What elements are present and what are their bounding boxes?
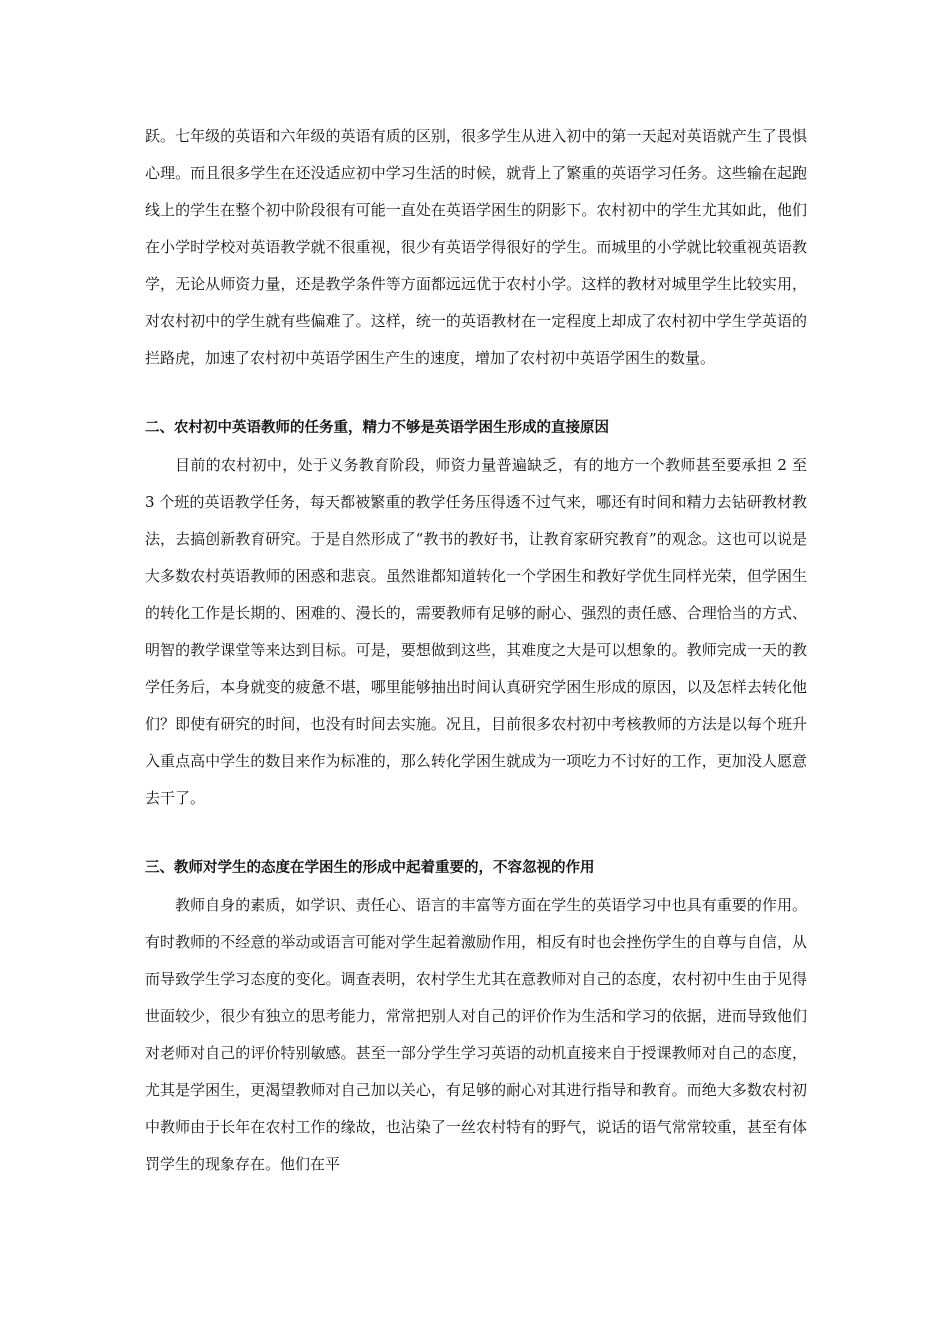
section-heading-3: 三、教师对学生的态度在学困生的形成中起着重要的，不容忽视的作用 [145, 860, 595, 876]
paragraph-2: 目前的农村初中，处于义务教育阶段，师资力量普遍缺乏，有的地方一个教师甚至要承担 2 至 3 个班的英语教学任务，每天都被繁重的教学任务压得透不过气来，哪还有时间和精力去钻研教材教法，去搞创新教育研究。于是自然形成了“教书的教好书，让教育家研究教育”的观念。这也可以说是大多数农村英语教师的困惑和悲哀。虽然谁都知道转化一个学困生和教好学优生同样光荣，但学困生的转化工作是长期的、困难的、漫长的，需要教师有足够的耐心、强烈的责任感、合理恰当的方式、明智的教学课堂等来达到目标。可是，要想做到这些，其难度之大是可以想象的。教师完成一天的教学任务后，本身就变的疲惫不堪，哪里能够抽出时间认真研究学困生形成的原因，以及怎样去转化他们？即使有研究的时间，也没有时间去实施。况且，目前很多农村初中考核教师的方法是以每个班升入重点高中学生的数目来作为标准的，那么转化学困生就成为一项吃力不讨好的工作，更加没人愿意去干了。 [145, 456, 807, 807]
document-page [145, 118, 807, 1183]
paragraph-spacer [145, 817, 807, 850]
paragraph-3: 教师自身的素质，如学识、责任心、语言的丰富等方面在学生的英语学习中也具有重要的作用。有时教师的不经意的举动或语言可能对学生起着激励作用，相反有时也会挫伤学生的自尊与自信，从而导致学生学习态度的变化。调查表明，农村学生尤其在意教师对自己的态度，农村初中生由于见得世面较少，很少有独立的思考能力，常常把别人对自己的评价作为生活和学习的依据，进而导致他们对老师对自己的评价特别敏感。甚至一部分学生学习英语的动机直接来自于授课教师对自己的态度，尤其是学困生，更渴望教师对自己加以关心，有足够的耐心对其进行指导和教育。而绝大多数农村初中教师由于长年在农村工作的缘故，也沾染了一丝农村特有的野气，说话的语气常常较重，甚至有体罚学生的现象存在。他们在平 [145, 896, 807, 1173]
paragraph-spacer [145, 377, 807, 410]
paragraph-1: 跃。七年级的英语和六年级的英语有质的区别，很多学生从进入初中的第一天起对英语就产生了畏惧心理。而且很多学生在还没适应初中学习生活的时候，就背上了繁重的英语学习任务。这些输在起跑线上的学生在整个初中阶段很有可能一直处在英语学困生的阴影下。农村初中的学生尤其如此，他们在小学时学校对英语教学就不很重视，很少有英语学得很好的学生。而城里的小学就比较重视英语教学，无论从师资力量，还是教学条件等方面都远远优于农村小学。这样的教材对城里学生比较实用，对农村初中的学生就有些偏难了。这样，统一的英语教材在一定程度上却成了农村初中学生学英语的拦路虎，加速了农村初中英语学困生产生的速度，增加了农村初中英语学困生的数量。 [145, 127, 807, 367]
section-heading-2: 二、农村初中英语教师的任务重，精力不够是英语学困生形成的直接原因 [145, 420, 609, 436]
